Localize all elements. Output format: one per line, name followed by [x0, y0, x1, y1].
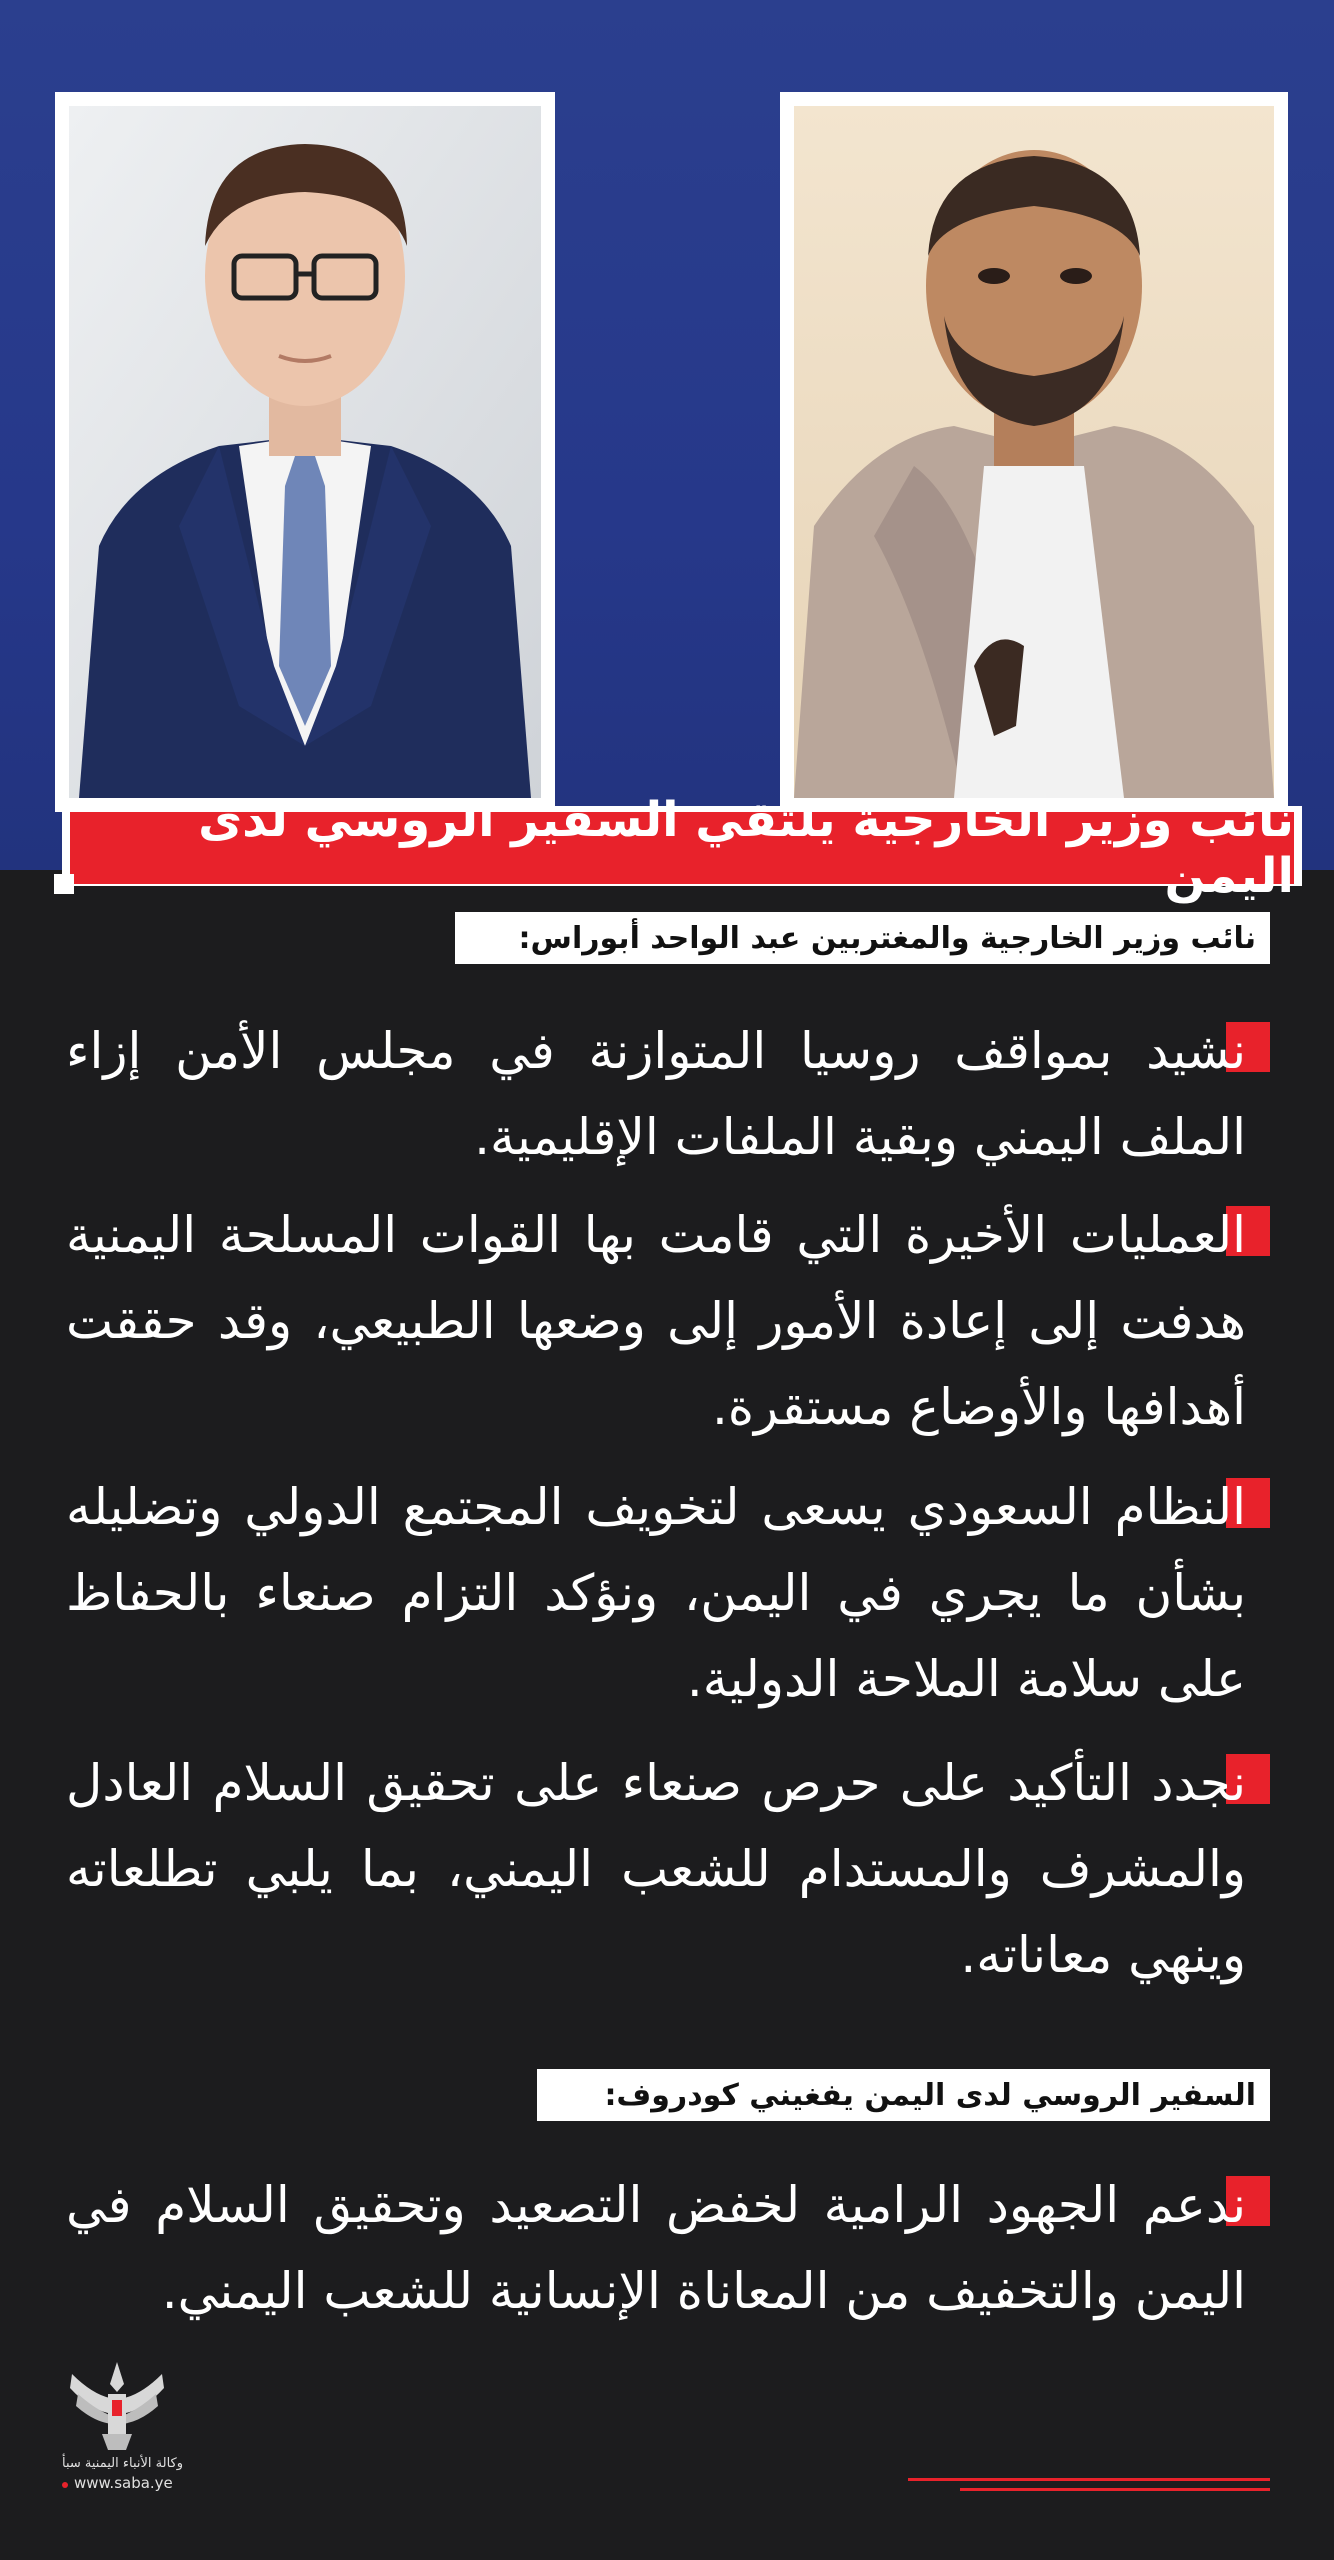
headline-text: نائب وزير الخارجية يلتقي السفير الروسي لدى اليمن [198, 792, 1294, 904]
quote-paragraph-1: نشيد بمواقف روسيا المتوازنة في مجلس الأمن إزاء الملف اليمني وبقية الملفات الإقليمية. [66, 1022, 1246, 1166]
saba-eagle-logo-icon [62, 2354, 172, 2454]
speaker-1-name: نائب وزير الخارجية والمغتربين عبد الواحد أبوراس: [518, 920, 1256, 956]
speaker-2-name: السفير الروسي لدى اليمن يفغيني كودروف: [604, 2077, 1256, 2113]
quote-paragraph-5: ندعم الجهود الرامية لخفض التصعيد وتحقيق السلام في اليمن والتخفيف من المعاناة الإنسانية للشعب اليمني. [66, 2176, 1246, 2320]
footer-line [908, 2478, 1270, 2481]
quote-paragraph-2: العمليات الأخيرة التي قامت بها القوات المسلحة اليمنية هدفت إلى إعادة الأمور إلى وضعها الطبيعي، وقد حققت أهدافها والأوضاع مستقرة. [66, 1206, 1246, 1436]
headline-banner [70, 792, 1294, 904]
quote-paragraph-4: نجدد التأكيد على حرص صنعاء على تحقيق السلام العادل والمشرف والمستدام للشعب اليمني، بما يلبي تطلعاته وينهي معاناته. [66, 1754, 1246, 1984]
portrait-scarf-illustration [794, 106, 1274, 798]
decorative-square [54, 874, 74, 894]
agency-url[interactable]: www.saba.ye [74, 2474, 173, 2492]
quote-paragraph-3: النظام السعودي يسعى لتخويف المجتمع الدولي وتضليله بشأن ما يجري في اليمن، ونؤكد التزام صنعاء بالحفاظ على سلامة الملاحة الدولية. [66, 1478, 1246, 1708]
photo-deputy-minister [780, 92, 1288, 812]
agency-name: وكالة الأنباء اليمنية سبأ [62, 2456, 183, 2471]
footer-line [960, 2488, 1270, 2491]
portrait-suit-illustration [69, 106, 541, 798]
speaker-1-label [455, 912, 1270, 964]
photo-russian-ambassador [55, 92, 555, 812]
speaker-2-label [537, 2069, 1270, 2121]
url-dot [62, 2482, 68, 2488]
